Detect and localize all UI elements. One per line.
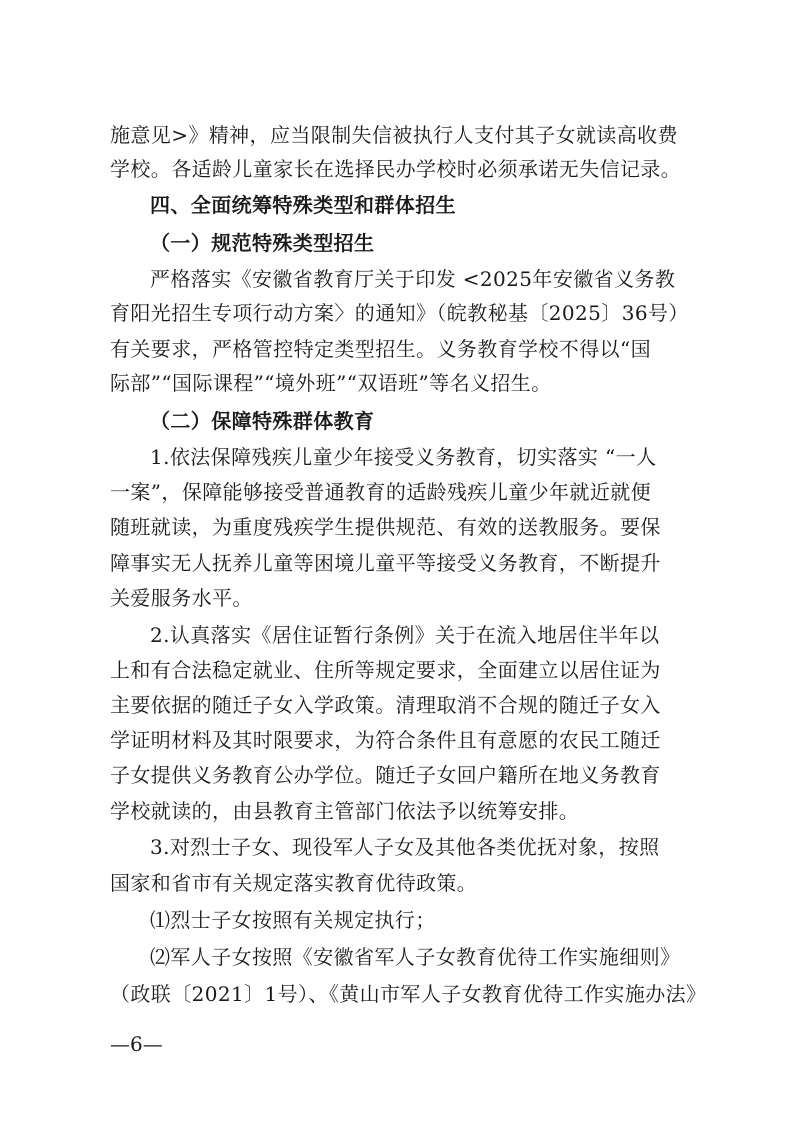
body-text-line: 1.依法保障残疾儿童少年接受义务教育，切实落实 “一人 [150, 445, 657, 469]
body-text-line: 主要依据的随迁子女入学政策。清理取消不合规的随迁子女入 [110, 693, 661, 717]
body-text-line: 际部”“国际课程”“境外班”“双语班”等名义招生。 [110, 371, 552, 395]
body-text-line: 随班就读，为重度残疾学生提供规范、有效的送教服务。要保 [110, 515, 661, 539]
body-text-line: 障事实无人抚养儿童等困境儿童平等接受义务教育，不断提升 [110, 551, 661, 575]
list-item: ⑴烈士子女按照有关规定执行； [150, 908, 436, 932]
body-text-line: 上和有合法稳定就业、住所等规定要求，全面建立以居住证为 [110, 658, 661, 682]
body-text-line: 学校就读的，由县教育主管部门依法予以统筹安排。 [110, 799, 580, 823]
body-text-line: 子女提供义务教育公办学位。随迁子女回户籍所在地义务教育 [110, 763, 661, 787]
subsection-heading: （一）规范特殊类型招生 [150, 231, 375, 255]
page-number: —6— [110, 1032, 163, 1056]
section-heading: 四、全面统筹特殊类型和群体招生 [150, 193, 456, 217]
body-text-line: 严格落实《安徽省教育厅关于印发 <2025年安徽省义务教 [150, 267, 676, 291]
body-text-line: 2.认真落实《居住证暂行条例》关于在流入地居住半年以 [150, 623, 660, 647]
body-text-line: 施意见>》精神，应当限制失信被执行人支付其子女就读高收费 [110, 123, 678, 147]
body-text-line: 国家和省市有关规定落实教育优待政策。 [110, 871, 478, 895]
body-text-line: （政联〔2021〕1号）、《黄山市军人子女教育优待工作实施办法》 [110, 982, 707, 1006]
body-text-line: 有关要求，严格管控特定类型招生。义务教育学校不得以“国 [110, 337, 652, 361]
subsection-heading: （二）保障特殊群体教育 [150, 409, 375, 433]
body-text-line: 育阳光招生专项行动方案〉的通知》（皖教秘基〔2025〕36号） [110, 301, 689, 325]
list-item: ⑵军人子女按照《安徽省军人子女教育优待工作实施细则》 [150, 945, 681, 969]
body-text-line: 学证明材料及其时限要求，为符合条件且有意愿的农民工随迁 [110, 728, 661, 752]
body-text-line: 关爱服务水平。 [110, 586, 253, 610]
body-text-line: 3.对烈士子女、现役军人子女及其他各类优抚对象，按照 [150, 835, 660, 859]
body-text-line: 一案”，保障能够接受普通教育的适龄残疾儿童少年就近就便 [110, 480, 652, 504]
body-text-line: 学校。各适龄儿童家长在选择民办学校时必须承诺无失信记录。 [110, 157, 682, 181]
